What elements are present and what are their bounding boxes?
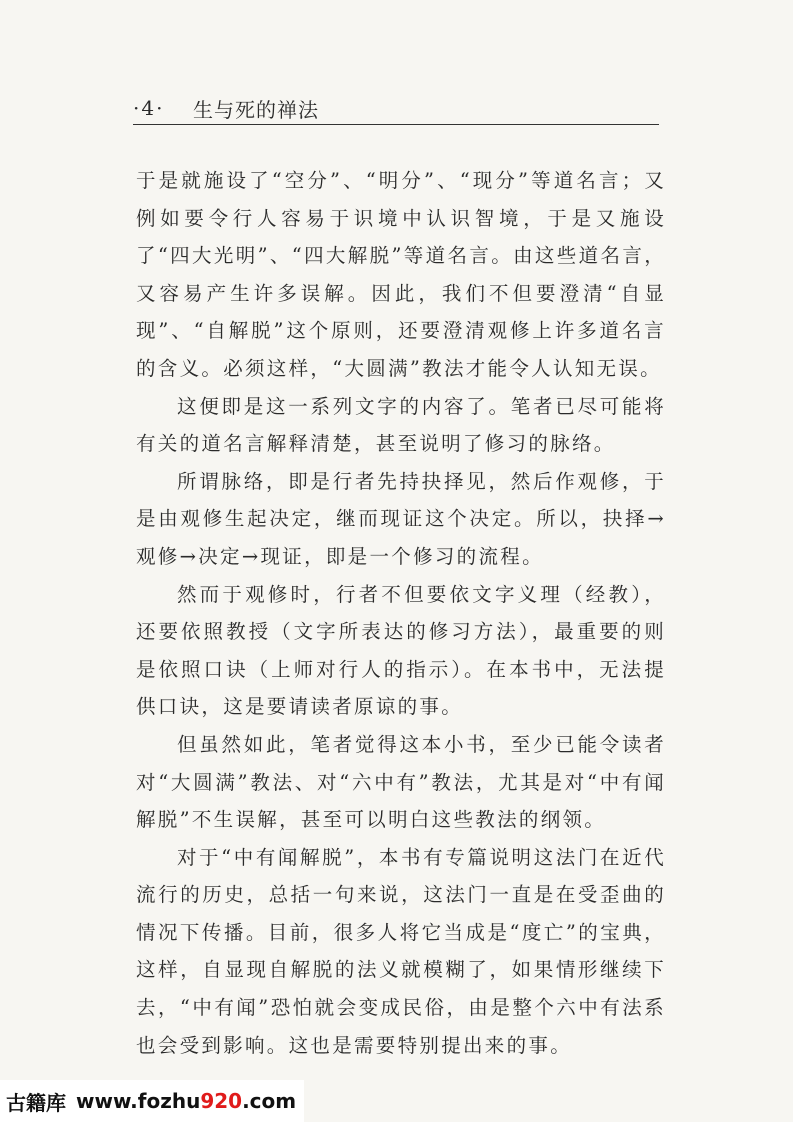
running-header	[133, 94, 659, 125]
watermark-site-name: 古籍库	[6, 1090, 66, 1115]
paragraph-1: 于是就施设了“空分”、“明分”、“现分”等道名言；又例如要令行人容易于识境中认识智境，于是又施设了“四大光明”、“四大解脱”等道名言。由这些道名言，又容易产生许多误解。因此，我们不但要澄清“自显现”、“自解脱”这个原则，还要澄清观修上许多道名言的含义。必须这样，“大圆满”教法才能令人认知无误。	[136, 169, 666, 380]
watermark-url-prefix: www.fozhu	[76, 1089, 201, 1113]
paragraph-4: 然而于观修时，行者不但要依文字义理（经教），还要依照教授（文字所表达的修习方法），最重要的则是依照口诀（上师对行人的指示）。在本书中，无法提供口诀，这是要请读者原谅的事。	[136, 582, 666, 719]
watermark-url	[76, 1089, 296, 1113]
page-number: ·4·	[133, 96, 165, 120]
site-watermark[interactable]	[0, 1080, 304, 1122]
paragraph-6: 对于“中有闻解脱”，本书有专篇说明这法门在近代流行的历史，总括一句来说，这法门一直是在受歪曲的情况下传播。目前，很多人将它当成是“度亡”的宝典，这样，自显现自解脱的法义就模糊了，如果情形继续下去，“中有闻”恐怕就会变成民俗，由是整个六中有法系也会受到影响。这也是需要特别提出来的事。	[136, 845, 666, 1057]
paragraph-2: 这便即是这一系列文字的内容了。笔者已尽可能将有关的道名言解释清楚，甚至说明了修习的脉络。	[136, 394, 666, 456]
watermark-url-suffix: .com	[242, 1089, 297, 1113]
paragraph-3: 所谓脉络，即是行者先持抉择见，然后作观修，于是由观修生起决定，继而现证这个决定。所以，抉择→观修→决定→现证，即是一个修习的流程。	[136, 469, 666, 568]
body-text	[136, 162, 666, 1064]
paragraph-5: 但虽然如此，笔者觉得这本小书，至少已能令读者对“大圆满”教法、对“六中有”教法，尤其是对“中有闻解脱”不生误解，甚至可以明白这些教法的纲领。	[136, 732, 666, 832]
running-title: 生与死的禅法	[193, 98, 319, 122]
watermark-url-accent: 920	[200, 1089, 243, 1113]
